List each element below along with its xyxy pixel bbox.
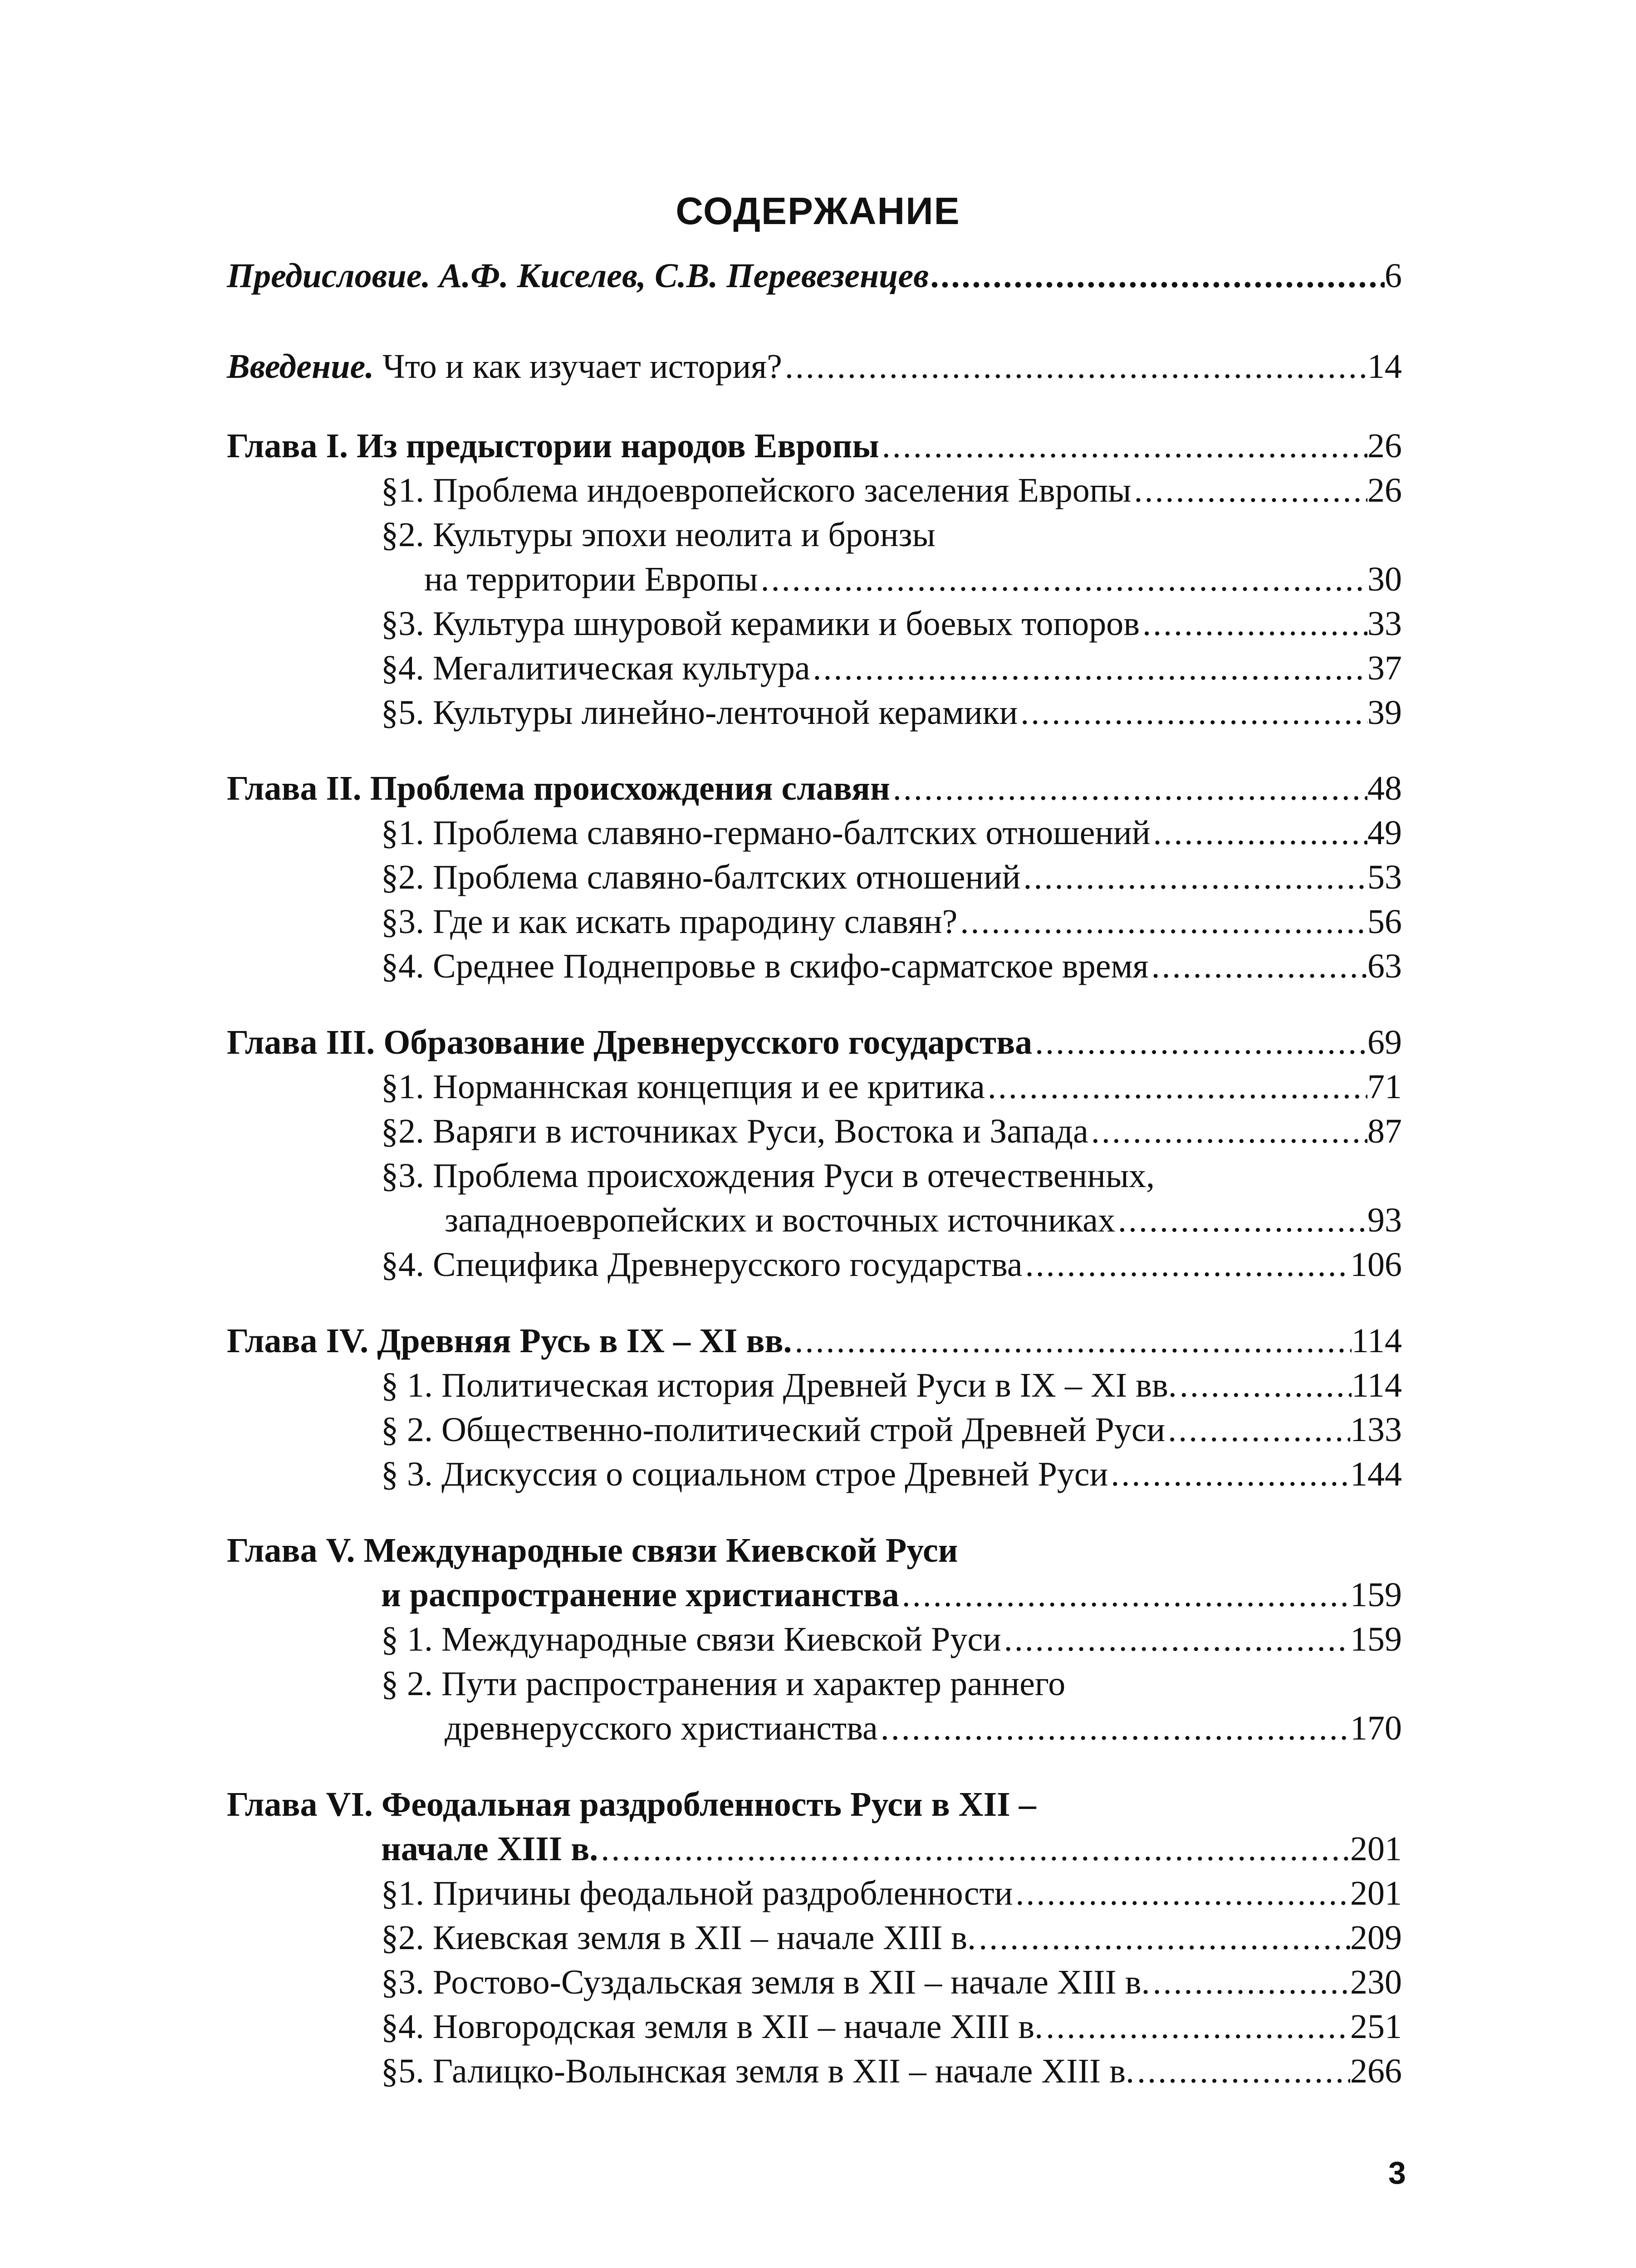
- toc-page: 133: [1350, 1411, 1402, 1449]
- toc-leader: [598, 1827, 1350, 1871]
- toc-page: 114: [1351, 1366, 1402, 1404]
- toc-section-title: § 2. Общественно-политический строй Древней Руси: [381, 1411, 1166, 1449]
- toc-leader: [1165, 1408, 1350, 1452]
- toc-page: 71: [1367, 1068, 1402, 1106]
- toc-section-title: § 1. Международные связи Киевской Руси: [381, 1620, 1001, 1658]
- toc-leader: [1020, 855, 1367, 899]
- toc-leader: [985, 1065, 1367, 1109]
- toc-page: 170: [1350, 1709, 1402, 1747]
- toc-section-line[interactable]: § 2. Пути распространения и характер раннего: [381, 1665, 1066, 1703]
- toc-leader: [758, 557, 1367, 601]
- toc-section-title: §5. Культуры линейно-ленточной керамики: [381, 694, 1018, 732]
- toc-section-title: §1. Причины феодальной раздробленности: [381, 1874, 1013, 1912]
- toc-leader: [1043, 2005, 1350, 2048]
- toc-section[interactable]: [381, 1364, 1402, 1407]
- toc-section-title: на территории Европы: [424, 560, 758, 598]
- toc-page: 33: [1367, 605, 1402, 643]
- toc-page: 49: [1367, 814, 1402, 852]
- toc-section-title: западноевропейских и восточных источниках: [445, 1201, 1116, 1239]
- toc-page: 159: [1350, 1620, 1402, 1658]
- toc-chapter-2[interactable]: [227, 767, 1402, 810]
- toc-entry-title: Введение. Что и как изучает история?: [227, 347, 782, 386]
- toc-section[interactable]: [381, 1872, 1402, 1915]
- toc-chapter-title: начале XIII в.: [381, 1830, 598, 1868]
- toc-section[interactable]: [445, 1706, 1402, 1750]
- toc-section-title: §3. Где и как искать прародину славян?: [381, 903, 958, 941]
- toc-page: 266: [1350, 2052, 1402, 2090]
- toc-section-title: §3. Культура шнуровой керамики и боевых топоров: [381, 605, 1140, 643]
- toc-chapter-title: Глава IV. Древняя Русь в IX – XI вв.: [227, 1322, 792, 1360]
- toc-section[interactable]: [381, 646, 1402, 690]
- toc-page: 87: [1367, 1112, 1402, 1150]
- toc-page: 201: [1350, 1874, 1402, 1912]
- toc-leader: [1032, 1021, 1367, 1064]
- toc-leader: [1023, 1243, 1350, 1286]
- toc-page: 14: [1367, 347, 1402, 386]
- toc-chapter-1[interactable]: [227, 424, 1402, 468]
- toc-leader: [1088, 1110, 1367, 1153]
- toc-leader: [929, 254, 1385, 298]
- toc-chapter-title: Глава III. Образование Древнерусского государства: [227, 1023, 1033, 1061]
- toc-section[interactable]: [381, 2049, 1402, 2093]
- toc-chapter-title: Глава I. Из предыстории народов Европы: [227, 427, 879, 465]
- toc-section-title: древнерусского христианства: [445, 1709, 878, 1747]
- toc-leader: [1013, 1872, 1350, 1915]
- toc-page: 48: [1367, 769, 1402, 807]
- page-number: 3: [1388, 2155, 1406, 2190]
- toc-section-title: §4. Специфика Древнерусского государства: [381, 1246, 1023, 1284]
- toc-page: 53: [1367, 858, 1402, 896]
- toc-chapter-6-line[interactable]: Глава VI. Феодальная раздробленность Руси в XII –: [227, 1785, 1036, 1823]
- toc-page: 37: [1367, 649, 1402, 687]
- toc-leader: [879, 424, 1367, 468]
- toc-section-title: §2. Варяги в источниках Руси, Востока и Запада: [381, 1112, 1088, 1150]
- toc-section[interactable]: [381, 691, 1402, 734]
- toc-chapter-5[interactable]: [381, 1573, 1402, 1617]
- toc-section[interactable]: [381, 811, 1402, 855]
- toc-page: 230: [1350, 1963, 1402, 2001]
- toc-section[interactable]: [381, 900, 1402, 943]
- toc-chapter-5-line[interactable]: Глава V. Международные связи Киевской Руси: [227, 1531, 958, 1569]
- toc-leader: [890, 767, 1367, 810]
- toc-chapter-title: и распространение христианства: [381, 1576, 899, 1614]
- toc-section-title: § 1. Политическая история Древней Руси в IX – XI вв.: [381, 1366, 1177, 1404]
- toc-leader: [1134, 2049, 1350, 2093]
- toc-section-title: §2. Проблема славяно-балтских отношений: [381, 858, 1021, 896]
- toc-entry-title: Предисловие. А.Ф. Киселев, С.В. Перевезенцев: [227, 257, 929, 295]
- toc-section[interactable]: [381, 2005, 1402, 2048]
- toc-section-title: §2. Киевская земля в XII – начале XIII в.: [381, 1919, 976, 1957]
- toc-section-title: §4. Новгородская земля в XII – начале XIII в.: [381, 2008, 1043, 2046]
- toc-section-title: §5. Галицко-Волынская земля в XII – начале XIII в.: [381, 2052, 1135, 2090]
- toc-section[interactable]: [381, 1408, 1402, 1452]
- toc-leader: [810, 646, 1367, 690]
- toc-leader: [1140, 602, 1367, 645]
- toc-section[interactable]: [381, 944, 1402, 988]
- toc-leader: [1149, 944, 1367, 988]
- toc-section[interactable]: [381, 1452, 1402, 1496]
- toc-section[interactable]: [381, 602, 1402, 645]
- toc-entry-preface[interactable]: [227, 254, 1402, 298]
- toc-section[interactable]: [381, 1065, 1402, 1109]
- toc-leader: [1151, 811, 1368, 855]
- toc-section[interactable]: [381, 469, 1402, 512]
- toc-section[interactable]: [424, 557, 1402, 601]
- toc-leader: [976, 1916, 1350, 1960]
- toc-entry-intro[interactable]: [227, 345, 1402, 388]
- toc-leader: [1150, 1960, 1350, 2004]
- toc-section[interactable]: [381, 855, 1402, 899]
- toc-page: 39: [1367, 694, 1402, 732]
- toc-section[interactable]: [381, 1618, 1402, 1661]
- toc-leader: [957, 900, 1367, 943]
- toc-leader: [1001, 1618, 1350, 1661]
- toc-page: 30: [1367, 560, 1402, 598]
- toc-chapter-title: Глава II. Проблема происхождения славян: [227, 769, 890, 807]
- toc-section-title: §4. Мегалитическая культура: [381, 649, 810, 687]
- toc-leader: [1108, 1452, 1350, 1496]
- toc-section-title: §1. Проблема индоевропейского заселения Европы: [381, 471, 1131, 509]
- toc-section[interactable]: [381, 1110, 1402, 1153]
- page-title: СОДЕРЖАНИЕ: [676, 190, 960, 232]
- toc-section-title: §1. Проблема славяно-германо-балтских отношений: [381, 814, 1151, 852]
- toc-page: 93: [1367, 1201, 1402, 1239]
- toc-section-title: §1. Норманнская концепция и ее критика: [381, 1068, 985, 1106]
- toc-page: 26: [1367, 471, 1402, 509]
- toc-page: 56: [1367, 903, 1402, 941]
- toc-page: 106: [1350, 1246, 1402, 1284]
- toc-chapter-6[interactable]: [381, 1827, 1402, 1871]
- toc-section-title: §4. Среднее Поднепровье в скифо-сарматское время: [381, 947, 1149, 985]
- toc-leader: [782, 345, 1367, 388]
- toc-leader: [1131, 469, 1367, 512]
- toc-section-title: §3. Ростово-Суздальская земля в XII – начале XIII в.: [381, 1963, 1150, 2001]
- toc-chapter-3[interactable]: [227, 1021, 1402, 1064]
- toc-page: 26: [1367, 427, 1402, 465]
- toc-page: 69: [1367, 1023, 1402, 1061]
- toc-page: 201: [1350, 1830, 1402, 1868]
- toc-chapter-4[interactable]: [227, 1319, 1402, 1363]
- toc-page: 159: [1350, 1576, 1402, 1614]
- toc-section[interactable]: [381, 1243, 1402, 1286]
- toc-page: 63: [1367, 947, 1402, 985]
- toc-page: 6: [1385, 257, 1402, 295]
- toc-section-title: § 3. Дискуссия о социальном строе Древней Руси: [381, 1455, 1108, 1493]
- toc-page: 144: [1350, 1455, 1402, 1493]
- toc-page: 251: [1350, 2008, 1402, 2046]
- toc-leader: [792, 1319, 1352, 1363]
- toc-section-line[interactable]: §3. Проблема происхождения Руси в отечественных,: [381, 1157, 1155, 1195]
- toc-section[interactable]: [445, 1198, 1402, 1242]
- toc-section[interactable]: [381, 1916, 1402, 1960]
- toc-leader: [878, 1706, 1350, 1750]
- toc-leader: [899, 1573, 1350, 1617]
- toc-page: 209: [1350, 1919, 1402, 1957]
- toc-leader: [1115, 1198, 1367, 1242]
- toc-leader: [1018, 691, 1367, 734]
- toc-page: 114: [1351, 1322, 1402, 1360]
- toc-leader: [1177, 1364, 1352, 1407]
- toc-section-line[interactable]: §2. Культуры эпохи неолита и бронзы: [381, 516, 936, 554]
- toc-section[interactable]: [381, 1960, 1402, 2004]
